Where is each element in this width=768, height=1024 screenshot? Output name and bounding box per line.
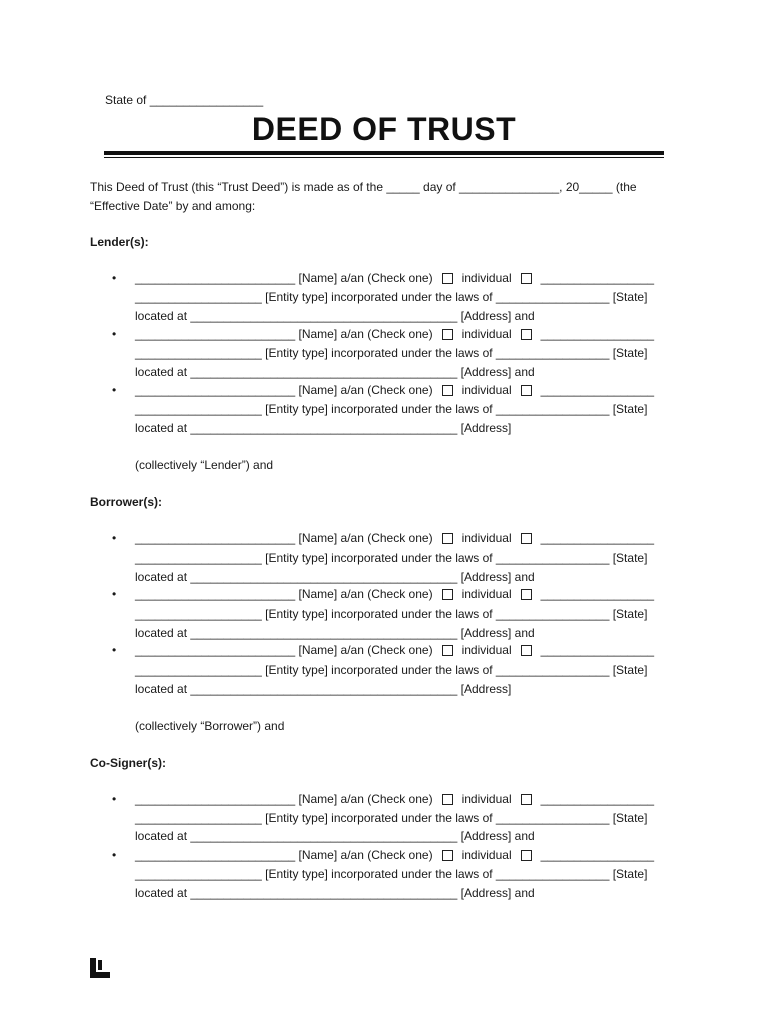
name-part: ________________________ [Name] a/an (Check one) bbox=[135, 792, 433, 806]
individual-label: individual bbox=[461, 643, 512, 657]
individual-label: individual bbox=[461, 383, 512, 397]
entity-checkbox[interactable] bbox=[521, 273, 532, 284]
individual-checkbox[interactable] bbox=[442, 794, 453, 805]
individual-label: individual bbox=[461, 587, 512, 601]
borrower-1-address-line: located at ________________________________________ [Address] and bbox=[135, 570, 535, 584]
lender-3-address-line: located at ________________________________________ [Address] bbox=[135, 421, 512, 435]
cosigner-2-name-line bbox=[135, 848, 654, 862]
name-part: ________________________ [Name] a/an (Check one) bbox=[135, 531, 433, 545]
lender-2-address-line: located at ________________________________________ [Address] and bbox=[135, 365, 535, 379]
entity-blank: _________________ bbox=[540, 587, 655, 601]
borrower-3-address-line: located at ________________________________________ [Address] bbox=[135, 682, 512, 696]
lenders-heading: Lender(s): bbox=[90, 235, 149, 249]
bullet-icon: • bbox=[112, 271, 117, 285]
bullet-icon: • bbox=[112, 383, 117, 397]
entity-blank: _________________ bbox=[540, 848, 655, 862]
lender-3-entity-line: ___________________ [Entity type] incorporated under the laws of _________________ [State] bbox=[135, 402, 648, 416]
cosigner-2-address-line: located at ________________________________________ [Address] and bbox=[135, 886, 535, 900]
entity-blank: _________________ bbox=[540, 643, 655, 657]
individual-label: individual bbox=[461, 271, 512, 285]
individual-checkbox[interactable] bbox=[442, 329, 453, 340]
individual-label: individual bbox=[461, 792, 512, 806]
name-part: ________________________ [Name] a/an (Check one) bbox=[135, 327, 433, 341]
entity-blank: _________________ bbox=[540, 383, 655, 397]
title-rule-thick bbox=[104, 151, 664, 155]
lender-1-name-line bbox=[135, 271, 654, 285]
borrower-3-name-line bbox=[135, 643, 654, 657]
document-logo-icon bbox=[90, 958, 110, 978]
borrower-2-address-line: located at ________________________________________ [Address] and bbox=[135, 626, 535, 640]
bullet-icon: • bbox=[112, 792, 117, 806]
bullet-icon: • bbox=[112, 327, 117, 341]
name-part: ________________________ [Name] a/an (Check one) bbox=[135, 848, 433, 862]
entity-blank: _________________ bbox=[540, 531, 655, 545]
state-line: State of _________________ bbox=[105, 93, 264, 107]
name-part: ________________________ [Name] a/an (Check one) bbox=[135, 587, 433, 601]
lender-2-name-line bbox=[135, 327, 654, 341]
intro-line-1: This Deed of Trust (this “Trust Deed”) is made as of the _____ day of _______________, 20_____ (the bbox=[90, 180, 637, 194]
entity-checkbox[interactable] bbox=[521, 385, 532, 396]
entity-checkbox[interactable] bbox=[521, 589, 532, 600]
cosigners-heading: Co-Signer(s): bbox=[90, 756, 166, 770]
entity-checkbox[interactable] bbox=[521, 645, 532, 656]
lender-1-entity-line: ___________________ [Entity type] incorporated under the laws of _________________ [State] bbox=[135, 290, 648, 304]
cosigner-1-name-line bbox=[135, 792, 654, 806]
entity-blank: _________________ bbox=[540, 271, 655, 285]
borrower-1-name-line bbox=[135, 531, 654, 545]
cosigner-1-entity-line: ___________________ [Entity type] incorporated under the laws of _________________ [State] bbox=[135, 811, 648, 825]
borrowers-heading: Borrower(s): bbox=[90, 495, 163, 509]
borrower-1-entity-line: ___________________ [Entity type] incorporated under the laws of _________________ [State] bbox=[135, 551, 648, 565]
individual-checkbox[interactable] bbox=[442, 645, 453, 656]
individual-label: individual bbox=[461, 327, 512, 341]
individual-checkbox[interactable] bbox=[442, 273, 453, 284]
borrower-3-entity-line: ___________________ [Entity type] incorporated under the laws of _________________ [State] bbox=[135, 663, 648, 677]
cosigner-1-address-line: located at ________________________________________ [Address] and bbox=[135, 829, 535, 843]
entity-checkbox[interactable] bbox=[521, 329, 532, 340]
entity-blank: _________________ bbox=[540, 792, 655, 806]
borrower-2-name-line bbox=[135, 587, 654, 601]
entity-checkbox[interactable] bbox=[521, 533, 532, 544]
name-part: ________________________ [Name] a/an (Check one) bbox=[135, 383, 433, 397]
individual-label: individual bbox=[461, 531, 512, 545]
cosigner-2-entity-line: ___________________ [Entity type] incorporated under the laws of _________________ [State] bbox=[135, 867, 648, 881]
entity-checkbox[interactable] bbox=[521, 850, 532, 861]
individual-checkbox[interactable] bbox=[442, 589, 453, 600]
lender-3-name-line bbox=[135, 383, 654, 397]
lender-2-entity-line: ___________________ [Entity type] incorporated under the laws of _________________ [State] bbox=[135, 346, 648, 360]
bullet-icon: • bbox=[112, 643, 117, 657]
name-part: ________________________ [Name] a/an (Check one) bbox=[135, 271, 433, 285]
entity-checkbox[interactable] bbox=[521, 794, 532, 805]
individual-checkbox[interactable] bbox=[442, 385, 453, 396]
individual-checkbox[interactable] bbox=[442, 533, 453, 544]
bullet-icon: • bbox=[112, 587, 117, 601]
lenders-closing: (collectively “Lender”) and bbox=[135, 458, 274, 472]
borrower-2-entity-line: ___________________ [Entity type] incorporated under the laws of _________________ [State] bbox=[135, 607, 648, 621]
intro-paragraph bbox=[90, 178, 637, 216]
page-title: DEED OF TRUST bbox=[251, 111, 517, 147]
borrowers-closing: (collectively “Borrower”) and bbox=[135, 719, 285, 733]
intro-line-2: “Effective Date” by and among: bbox=[90, 199, 256, 213]
bullet-icon: • bbox=[112, 531, 117, 545]
individual-checkbox[interactable] bbox=[442, 850, 453, 861]
individual-label: individual bbox=[461, 848, 512, 862]
bullet-icon: • bbox=[112, 848, 117, 862]
lender-1-address-line: located at ________________________________________ [Address] and bbox=[135, 309, 535, 323]
title-rule-thin bbox=[104, 157, 664, 158]
entity-blank: _________________ bbox=[540, 327, 655, 341]
name-part: ________________________ [Name] a/an (Check one) bbox=[135, 643, 433, 657]
